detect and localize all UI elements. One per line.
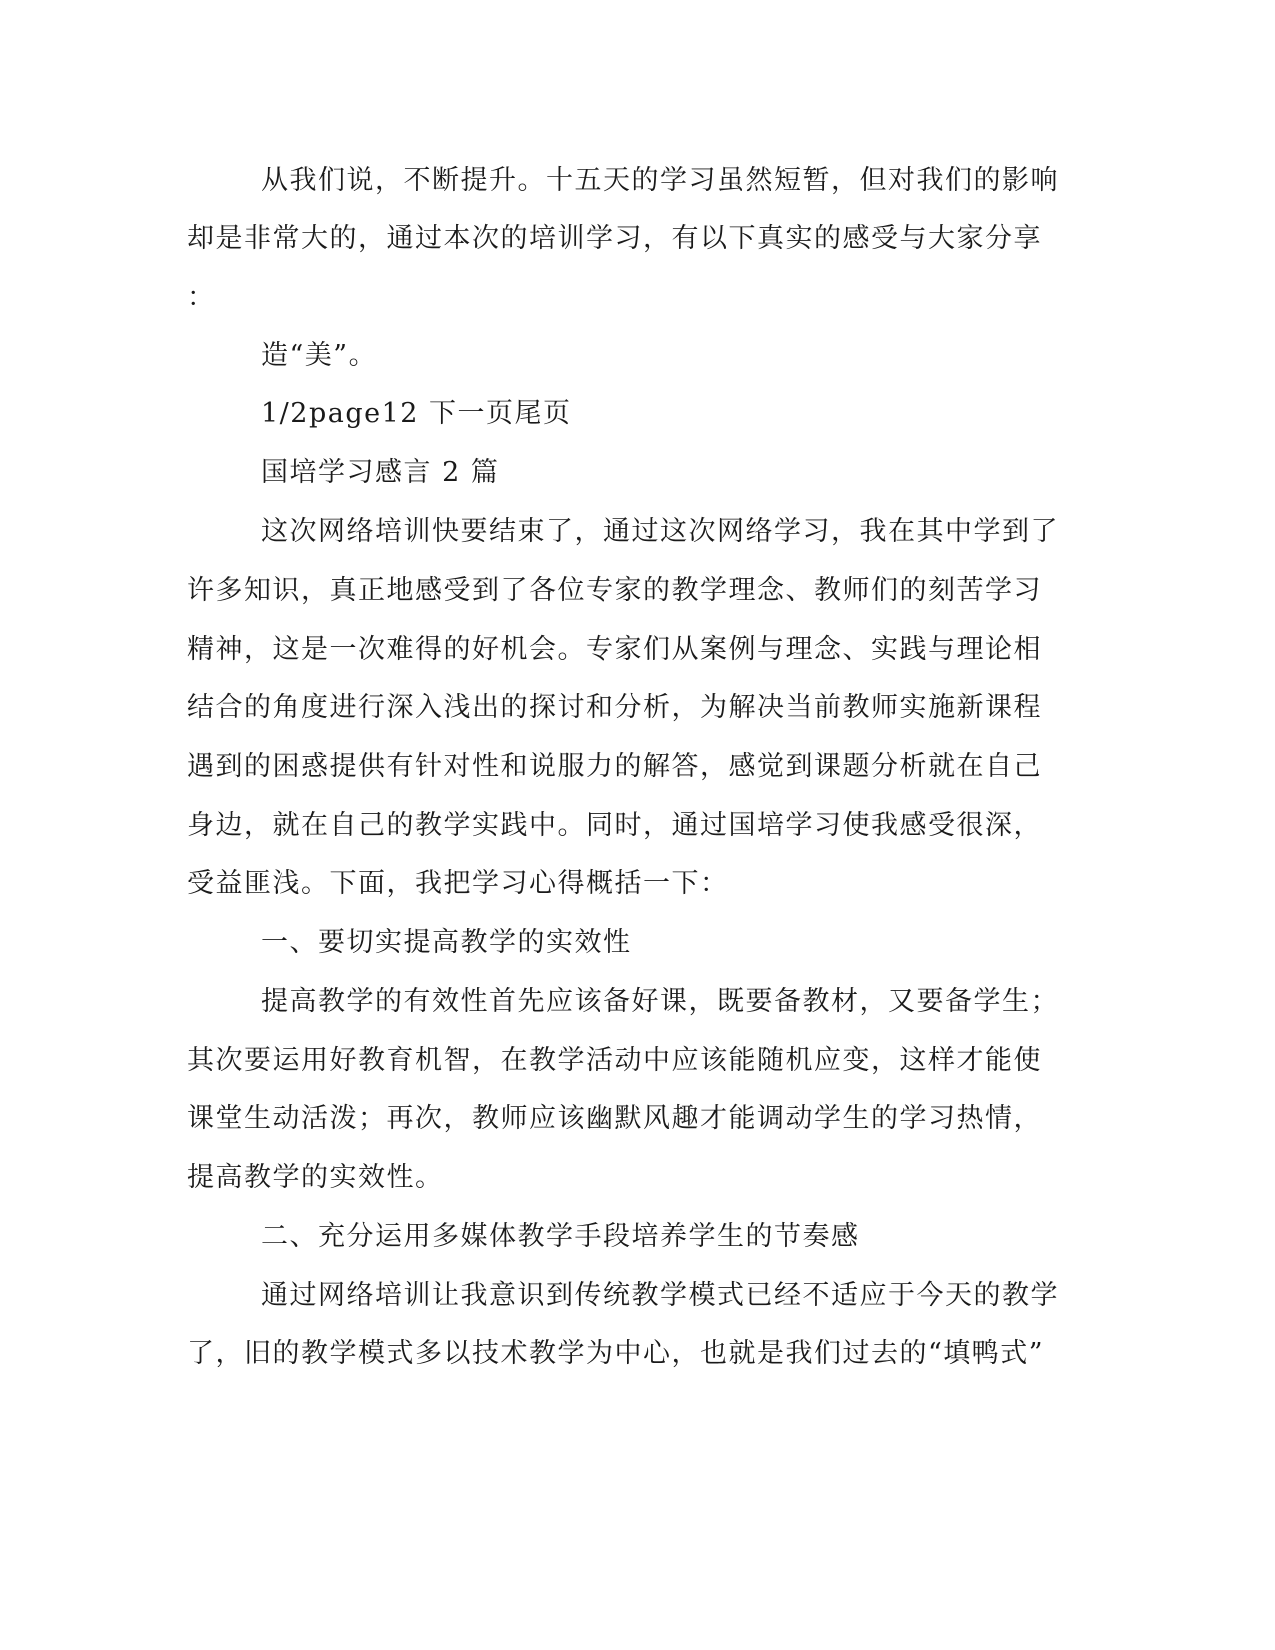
paragraph-line: 结合的角度进行深入浅出的探讨和分析，为解决当前教师实施新课程 — [187, 692, 1042, 723]
paragraph-line: 造“美”。 — [261, 340, 378, 371]
section-heading: 二、充分运用多媒体教学手段培养学生的节奏感 — [261, 1221, 860, 1252]
paragraph-line: 却是非常大的，通过本次的培训学习，有以下真实的感受与大家分享 — [187, 223, 1042, 254]
article-title: 国培学习感言 2 篇 — [261, 457, 500, 488]
paragraph-line: 精神，这是一次难得的好机会。专家们从案例与理念、实践与理论相 — [187, 634, 1042, 665]
paragraph-line: 通过网络培训让我意识到传统教学模式已经不适应于今天的教学 — [261, 1280, 1059, 1311]
paragraph-line: 许多知识，真正地感受到了各位专家的教学理念、教师们的刻苦学习 — [187, 575, 1042, 606]
paragraph-line: 遇到的困惑提供有针对性和说服力的解答，感觉到课题分析就在自己 — [187, 751, 1042, 782]
paragraph-line: 其次要运用好教育机智，在教学活动中应该能随机应变，这样才能使 — [187, 1045, 1042, 1076]
paragraph-line: 身边，就在自己的教学实践中。同时，通过国培学习使我感受很深， — [187, 810, 1042, 841]
paragraph-line: 这次网络培训快要结束了，通过这次网络学习，我在其中学到了 — [261, 516, 1059, 547]
section-heading: 一、要切实提高教学的实效性 — [261, 927, 632, 958]
paragraph-line: 课堂生动活泼；再次，教师应该幽默风趣才能调动学生的学习热情， — [187, 1103, 1042, 1134]
paragraph-line: 了，旧的教学模式多以技术教学为中心，也就是我们过去的“填鸭式” — [187, 1338, 1045, 1369]
pagination-line: 1/2page12 下一页尾页 — [261, 398, 572, 429]
paragraph-line: 提高教学的有效性首先应该备好课，既要备教材，又要备学生； — [261, 986, 1059, 1017]
paragraph-line: ： — [187, 282, 216, 313]
paragraph-line: 从我们说，不断提升。十五天的学习虽然短暂，但对我们的影响 — [261, 165, 1059, 196]
paragraph-line: 提高教学的实效性。 — [187, 1162, 444, 1193]
paragraph-line: 受益匪浅。下面，我把学习心得概括一下： — [187, 868, 729, 899]
